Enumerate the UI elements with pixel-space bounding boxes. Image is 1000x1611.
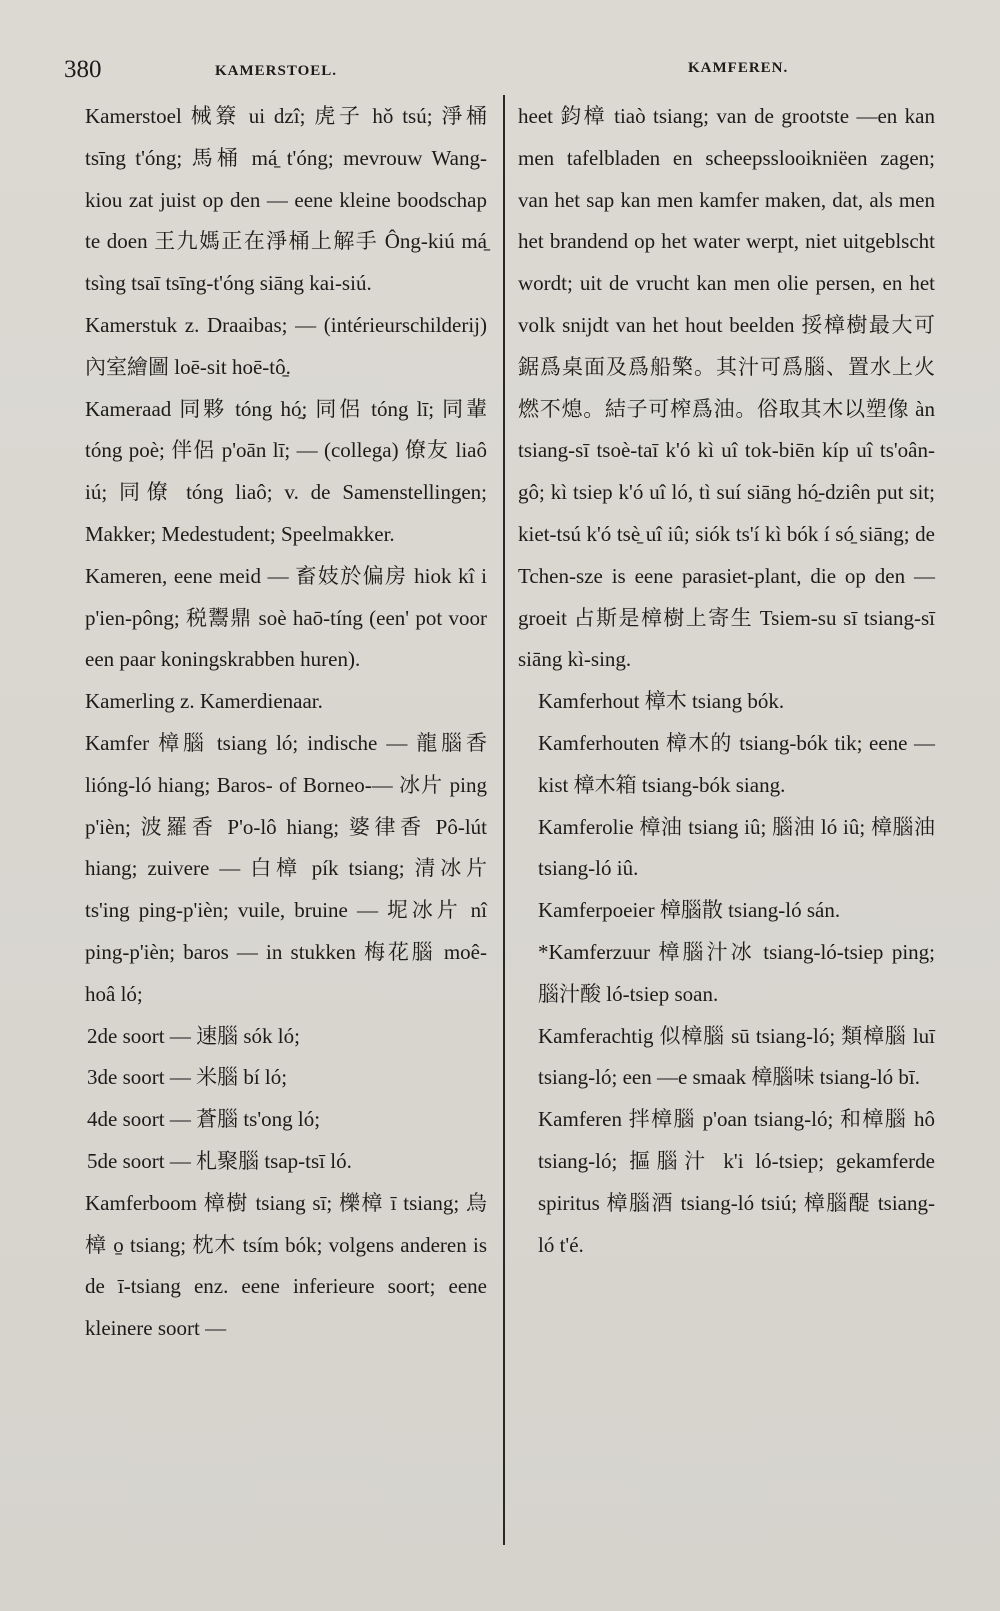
entry-kamferboom: Kamferboom 樟樹 tsiang sī; 櫟樟 ī tsiang; 烏樟 o̱ tsiang; 枕木 tsím bók; volgens anderen is de ī-tsiang enz. eene inferieure soort; eene kleinere soort — xyxy=(85,1190,487,1341)
entry-kamferen: Kamferen 拌樟腦 p'oan tsiang-ló; 和樟腦 hô tsiang-ló; 摳腦汁 k'i ló-tsiep; gekamferde spiritus 樟腦酒 tsiang-ló tsiú; 樟腦醍 tsiang-ló t'é. xyxy=(538,1107,935,1257)
left-column xyxy=(65,96,487,1350)
entry-kamfer-soort-5: 5de soort — 札聚腦 tsap-tsī ló. xyxy=(87,1148,352,1173)
running-head-left: KAMERSTOEL. xyxy=(215,63,337,79)
entry-kamferpoeier: Kamferpoeier 樟腦散 tsiang-ló sán. xyxy=(538,898,841,923)
entry-kamferboom-continued: heet 鈞樟 tiaò tsiang; van de grootste —en kan men tafelbladen en scheepsslooikniëen zagen; van het sap kan men kamfer maken, dat, als men het brandend op het water werpt, niet uitgeblscht wordt; uit de vrucht kan men olie persen, en het volk snijdt van het hout beelden 挼樟樹最大可鋸爲桌面及爲船檠。其汁可爲腦、置水上火燃不熄。結子可榨爲油。俗取其木以塑像 àn tsiang-sī tsoè-taī k'ó kì uî tok-biēn kíp uî ts'oân-gô; kì tsiep k'ó uî ló, tì suí siāng hó̱-dziên put sit; kiet-tsú k'ó tsè̱ uî iû; siók ts'í kì bók í só̱ siāng; de Tchen-sze is eene parasiet-plant, die op den — groeit 占斯是樟樹上寄生 Tsiem-su sī tsiang-sī siāng kì-sing. xyxy=(518,104,935,672)
running-head xyxy=(0,56,1000,86)
entry-kameren: Kameren, eene meid — 畜妓於偏房 hiok kî i p'ien-pông; 税鬻鼎 soè haō-tíng (een' pot voor een paar koningskrabben huren). xyxy=(85,563,487,672)
entry-kamferzuur: *Kamferzuur 樟腦汁冰 tsiang-ló-tsiep ping; 腦汁酸 ló-tsiep soan. xyxy=(538,939,935,1006)
entry-kameraad: Kameraad 同夥 tóng hó̱; 同侶 tóng lī; 同輩 tóng poè; 伴侶 p'oān lī; — (collega) 僚友 liaô iú; 同僚 tóng liaô; v. de Samenstellingen; Makker; Medestudent; Speelmakker. xyxy=(85,396,487,546)
running-head-right: KAMFEREN. xyxy=(688,60,789,76)
entry-kamerstoel: Kamerstoel 械簝 ui dzî; 虎子 hǒ tsú; 淨桶 tsīng t'óng; 馬桶 má̱ t'óng; mevrouw Wang-kiou zat juist op den — eene kleine boodschap te doen 王九媽正在淨桶上解手 Ông-kiú má̱ tsìng tsaī tsīng-t'óng siāng kai-siú. xyxy=(85,104,487,296)
entry-kamferhouten: Kamferhouten 樟木的 tsiang-bók tik; eene — kist 樟木箱 tsiang-bók siang. xyxy=(538,730,935,797)
right-column xyxy=(518,96,935,1266)
entry-kamerstuk: Kamerstuk z. Draaibas; — (intérieurschilderij) 內室繪圖 loē-sit hoē-tô̱. xyxy=(85,312,487,379)
entry-kamerling: Kamerling z. Kamerdienaar. xyxy=(85,689,323,714)
column-divider xyxy=(503,95,505,1545)
entry-kamfer-soort-4: 4de soort — 蒼腦 ts'ong ló; xyxy=(87,1107,321,1132)
entry-kamferolie: Kamferolie 樟油 tsiang iû; 腦油 ló iû; 樟腦油 tsiang-ló iû. xyxy=(538,814,935,881)
entry-kamfer-soort-2: 2de soort — 速腦 sók ló; xyxy=(87,1023,300,1048)
entry-kamfer: Kamfer 樟腦 tsiang ló; indische — 龍腦香 lióng-ló hiang; Baros- of Borneo-— 冰片 ping p'ièn; 波羅香 P'o-lô hiang; 婆律香 Pô-lút hiang; zuivere — 白樟 pík tsiang; 清冰片 ts'ing ping-p'ièn; vuile, bruine — 坭冰片 nî ping-p'ièn; baros — in stukken 梅花腦 moê-hoâ ló; xyxy=(85,730,487,1006)
entry-kamferhout: Kamferhout 樟木 tsiang bók. xyxy=(538,689,785,714)
entry-kamfer-soort-3: 3de soort — 米腦 bí ló; xyxy=(87,1065,288,1090)
entry-kamferachtig: Kamferachtig 似樟腦 sū tsiang-ló; 類樟腦 luī tsiang-ló; een —e smaak 樟腦味 tsiang-ló bī. xyxy=(538,1023,935,1090)
page-number: 380 xyxy=(64,56,102,83)
